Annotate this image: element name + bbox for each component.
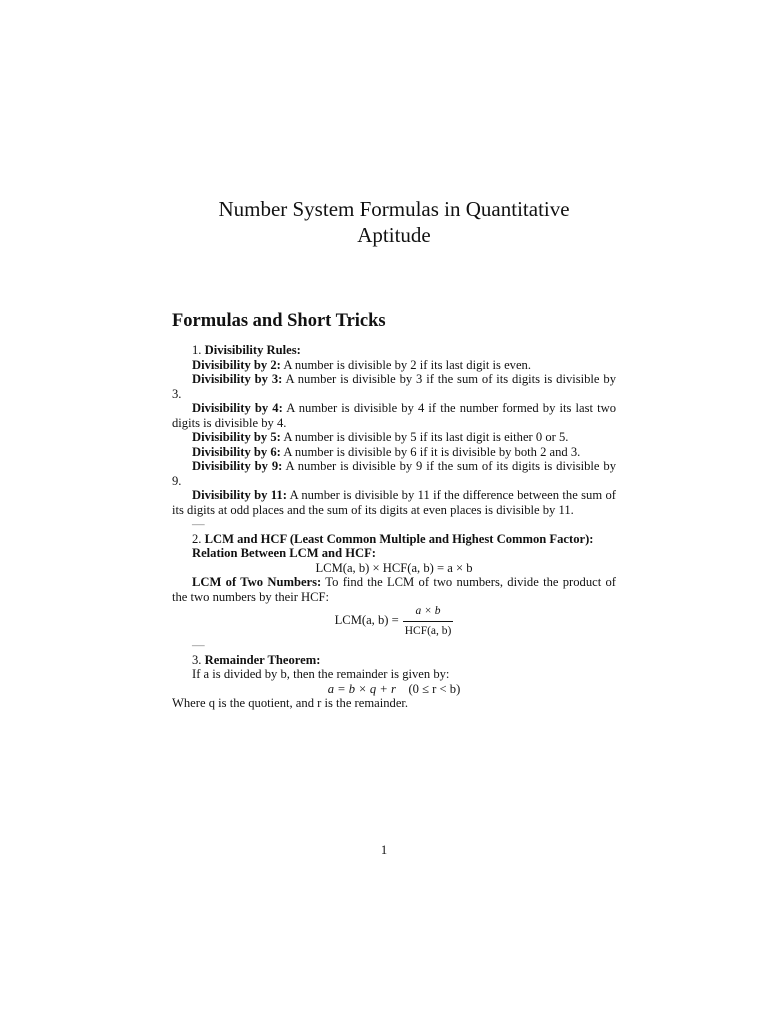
separator-1: — (192, 517, 205, 531)
divisibility-rule-6-text: A number is divisible by 6 if it is divisible by both 2 and 3. (280, 444, 581, 459)
divisibility-rule-9-label: Divisibility by 9: (192, 459, 283, 473)
section-title: Formulas and Short Tricks (172, 311, 386, 331)
lcm-two-numbers-text: To find the LCM of two numbers, divide the product of the two numbers by their HCF: (172, 575, 616, 604)
lcm-hcf-relation-heading-text: Relation Between LCM and HCF: (192, 546, 376, 560)
divisibility-rule-2-label: Divisibility by 2: (192, 357, 281, 372)
divisibility-rule-4-text: A number is divisible by 4 if the number formed by its last two digits is divisible by 4. (172, 401, 616, 430)
remainder-formula (172, 682, 616, 697)
divisibility-rule-11-label: Divisibility by 11: (192, 488, 287, 502)
divisibility-rule-9 (172, 459, 616, 488)
lcm-two-numbers-label: LCM of Two Numbers: (192, 575, 322, 589)
lcm-formula-denominator: HCF(a, b) (404, 624, 452, 637)
document-body (172, 343, 616, 711)
lcm-two-numbers (172, 575, 616, 604)
divisibility-number: 1. (192, 343, 202, 357)
lcm-hcf-number: 2. (192, 531, 202, 546)
remainder-formula-expression: a = b × q + r (327, 681, 396, 696)
divisibility-rule-5-text: A number is divisible by 5 if its last digit is either 0 or 5. (280, 430, 569, 444)
separator-2: — (192, 638, 205, 652)
divisibility-rule-3 (172, 372, 616, 401)
divisibility-rule-3-text: A number is divisible by 3 if the sum of its digits is divisible by 3. (172, 372, 616, 401)
remainder-heading-text: Remainder Theorem: (204, 652, 321, 667)
document-title-line-1: Number System Formulas in Quantitative (218, 197, 570, 221)
lcm-hcf-relation-formula: LCM(a, b) × HCF(a, b) = a × b (315, 560, 473, 575)
divisibility-rule-6 (172, 445, 616, 460)
divisibility-rule-2-text: A number is divisible by 2 if its last digit is even. (280, 357, 531, 372)
lcm-hcf-relation-heading (172, 546, 616, 561)
divisibility-rule-3-label: Divisibility by 3: (192, 372, 283, 386)
lcm-formula-lhs: LCM(a, b) = (334, 612, 399, 627)
document-title-line-2: Aptitude (357, 223, 431, 247)
lcm-formula-fraction (403, 604, 454, 638)
divisibility-rule-11 (172, 488, 616, 517)
divisibility-rule-4 (172, 401, 616, 430)
divisibility-rule-6-label: Divisibility by 6: (192, 444, 281, 459)
remainder-formula-condition: (0 ≤ r < b) (408, 681, 461, 696)
document-title (172, 196, 616, 248)
remainder-intro: If a is divided by b, then the remainder is given by: (192, 667, 450, 681)
lcm-hcf-heading-text: LCM and HCF (Least Common Multiple and Highest Common Factor): (204, 531, 594, 546)
divisibility-rule-9-text: A number is divisible by 9 if the sum of its digits is divisible by 9. (172, 459, 616, 488)
divisibility-rule-4-label: Divisibility by 4: (192, 401, 283, 415)
divisibility-rule-5-label: Divisibility by 5: (192, 430, 281, 444)
remainder-explanation: Where q is the quotient, and r is the remainder. (172, 696, 409, 710)
divisibility-heading (172, 343, 616, 358)
divisibility-rule-11-text: A number is divisible by 11 if the difference between the sum of its digits at odd places and the sum of its digits at even places is divisible by 11. (172, 488, 616, 517)
lcm-formula-numerator: a × b (403, 604, 454, 622)
divisibility-heading-text: Divisibility Rules: (204, 343, 301, 357)
divisibility-rule-5 (172, 430, 616, 445)
page-number: 1 (380, 843, 388, 857)
lcm-hcf-heading (172, 532, 616, 547)
divisibility-rule-2 (172, 358, 616, 373)
remainder-heading (172, 653, 616, 668)
remainder-number: 3. (192, 652, 202, 667)
lcm-fraction-formula (172, 604, 616, 638)
